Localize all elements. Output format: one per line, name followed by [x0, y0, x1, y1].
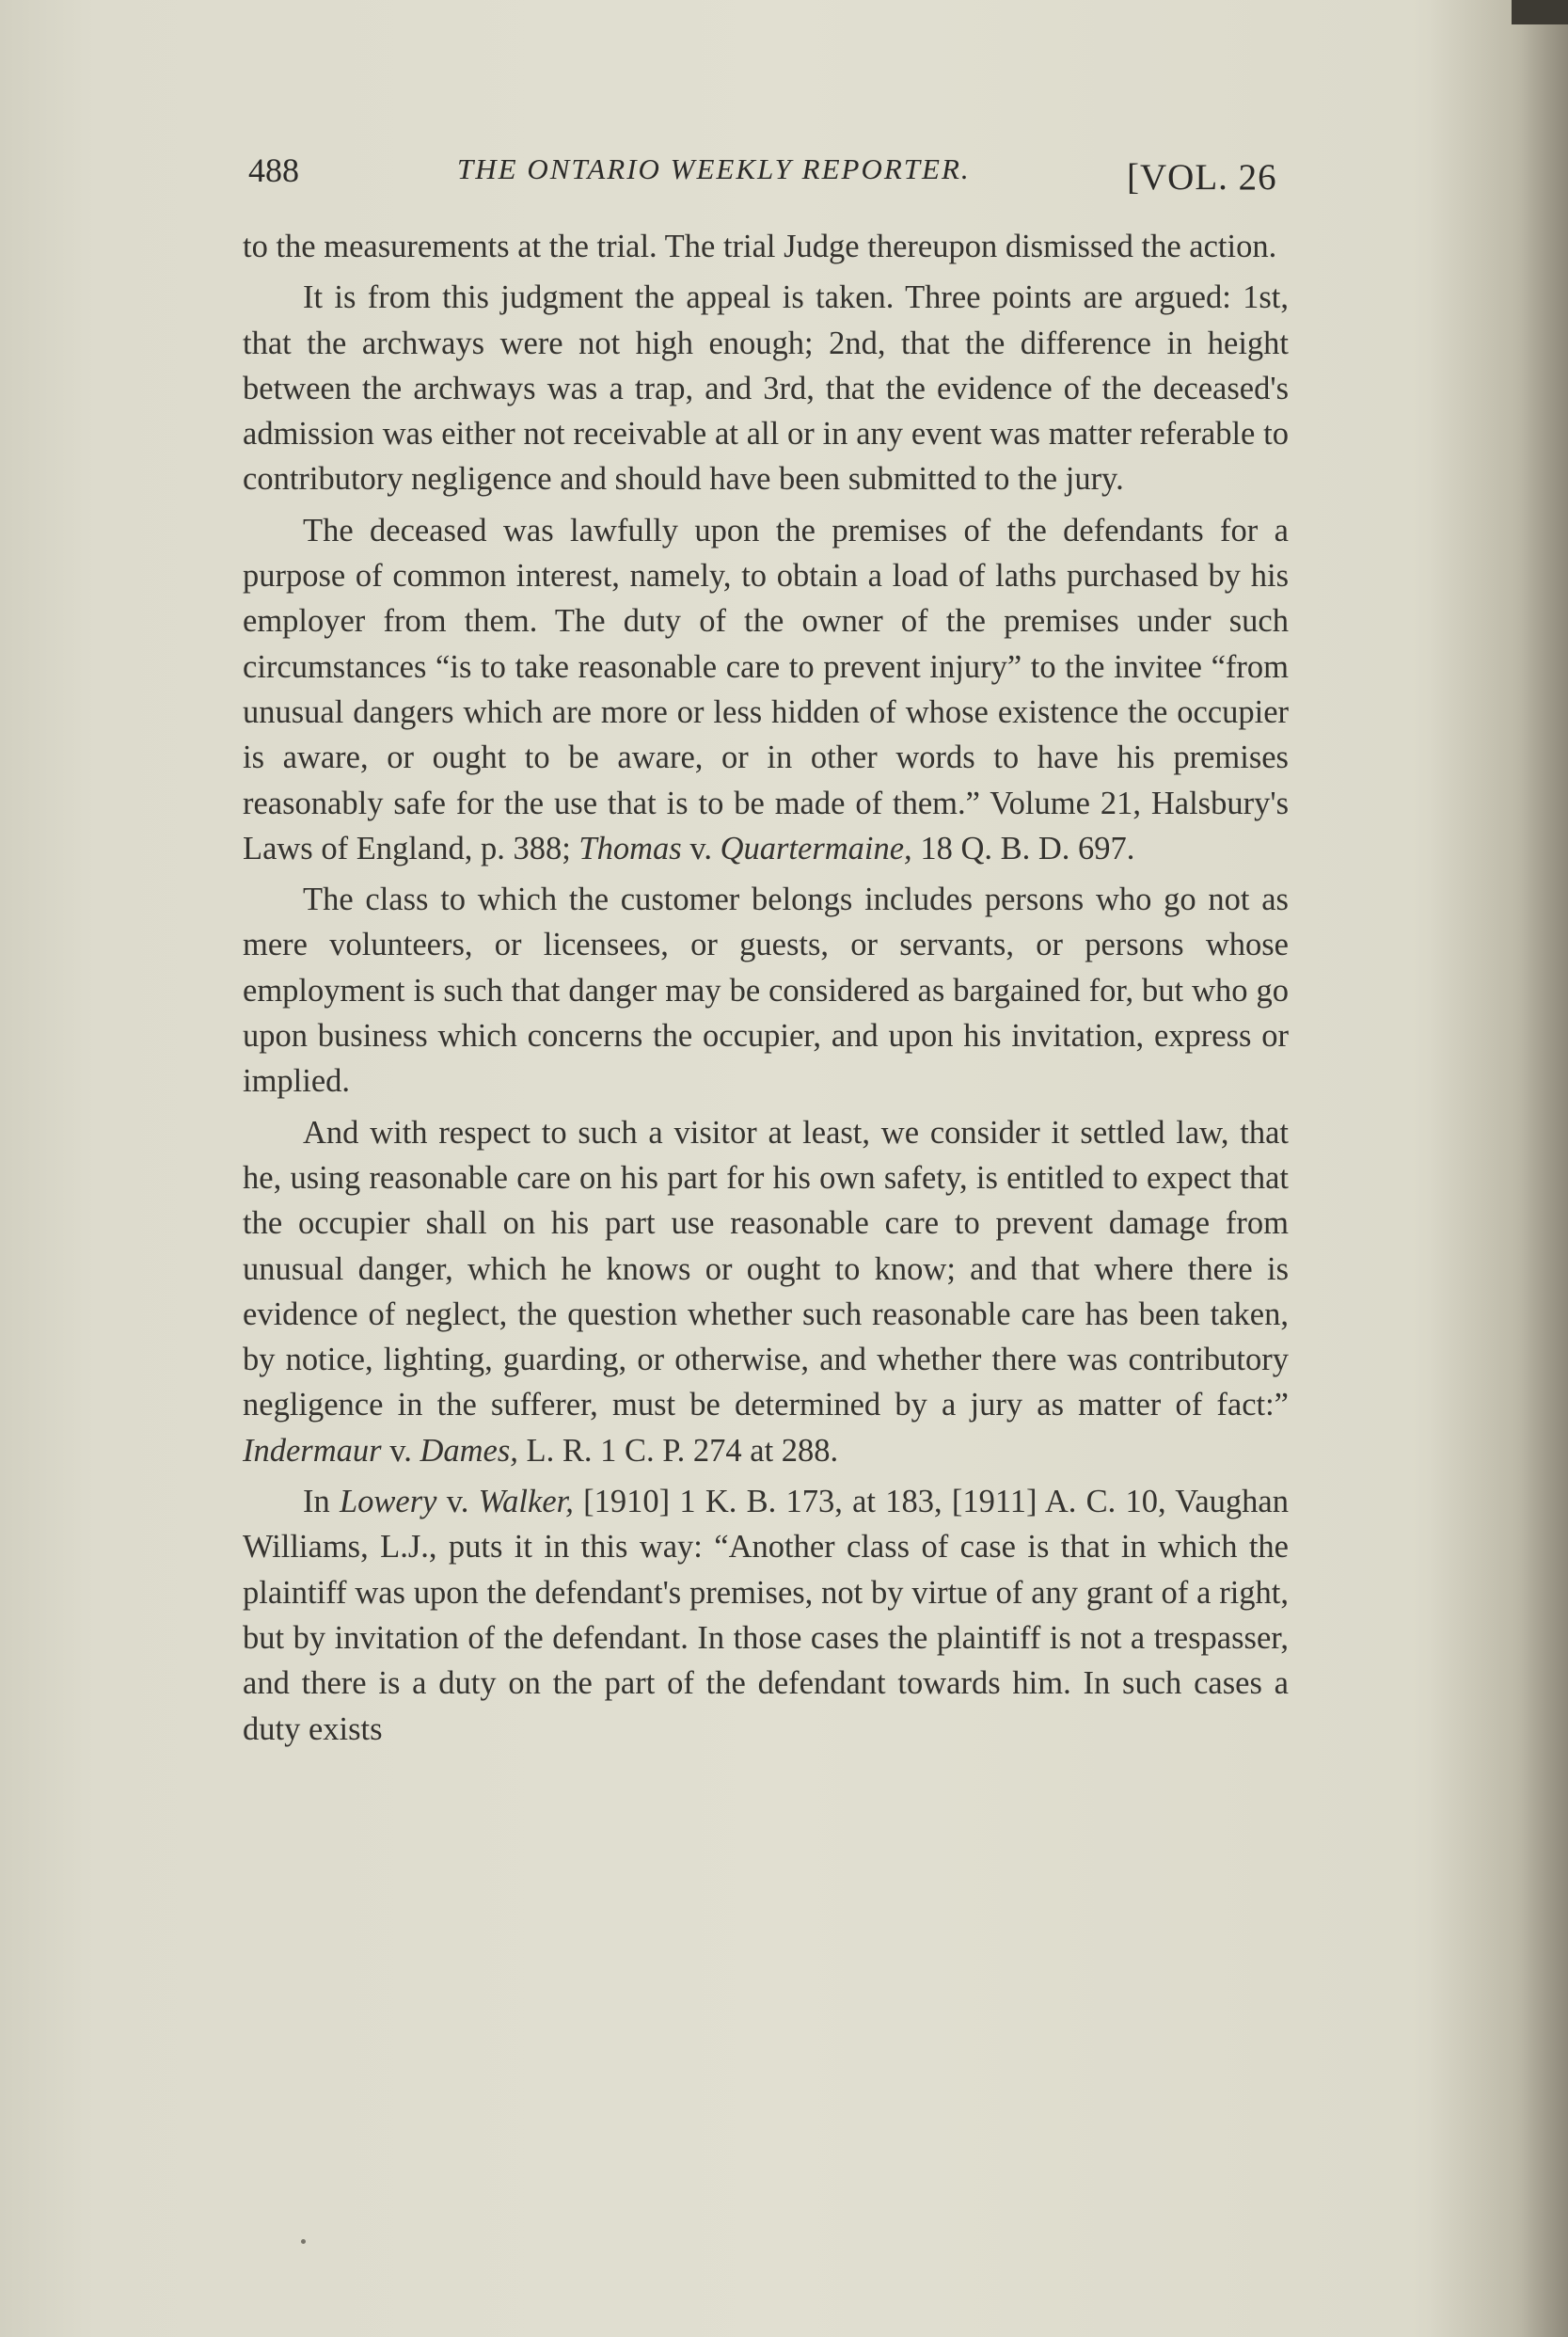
case-name: Dames,	[420, 1432, 518, 1469]
running-head: THE ONTARIO WEEKLY REPORTER.	[457, 152, 971, 185]
page-number: 488	[248, 151, 299, 189]
case-versus: v.	[381, 1432, 420, 1469]
paragraph-continuation: to the measurements at the trial. The trial Judge thereupon dismissed the action.	[243, 229, 1277, 264]
case-name: Walker,	[478, 1484, 574, 1520]
paragraph-text: In	[303, 1484, 340, 1520]
paragraph-customer-class: The class to which the customer belongs includes persons who go not as mere volunteers, or licensees, or guests, or servants, or persons whose employment is such that danger may be considered as bargained for, but who go upon business which concerns the occupier, and upon his invitation, express or implied.	[243, 882, 1289, 1100]
citation-text: L. R. 1 C. P. 274 at 288.	[517, 1432, 839, 1469]
case-name: Lowery	[339, 1484, 437, 1520]
paragraph-appeal-points: It is from this judgment the appeal is taken. Three points are argued: 1st, that the archways were not high enough; 2nd, that the difference in height between the archways was a trap, and 3rd, that the evidence of the deceased's admission was either not receivable at all or in any event was matter referable to contributory negligence and should have been submitted to the jury.	[243, 279, 1289, 498]
paragraph-text: The deceased was lawfully upon the premises of the defendants for a purpose of common interest, namely, to obtain a load of laths purchased by his employer from them. The duty of the owner of the premises under such circumstances “is to take reasonable care to prevent injury” to the invitee “from unusual dangers which are more or less hidden of whose existence the occupier is aware, or ought to be aware, or in other words to have his premises reasonably safe for the use that is to be made of them.” Volume 21, Halsbury's Laws of England, p. 388;	[243, 512, 1289, 866]
page-header	[243, 143, 1289, 199]
paragraph-visitor-law	[243, 1110, 1289, 1473]
paragraph-duty-of-owner	[243, 508, 1289, 871]
case-name: Thomas	[578, 830, 682, 866]
paragraph-lowery-walker	[243, 1479, 1289, 1752]
paragraph-text: And with respect to such a visitor at least, we consider it settled law, that he, using reasonable care on his part for his own safety, is entitled to expect that the occupier shall on his part use reasonable care to prevent damage from unusual danger, which he knows or ought to know; and that where there is evidence of neglect, the question whether such reasonable care has been taken, by notice, lighting, guarding, or otherwise, and whether there was contributory negligence in the sufferer, must be determined by a jury as matter of fact:”	[243, 1114, 1289, 1423]
body-text	[243, 224, 1289, 1752]
volume-label: [VOL. 26	[1127, 157, 1277, 198]
case-name: Indermaur	[243, 1432, 382, 1469]
paper-speck	[301, 2239, 306, 2244]
citation-text: [1910] 1 K. B. 173, at 183, [1911] A. C. 10, Vaughan Williams, L.J., puts it in this way: “Another class of case is that in which the plaintiff was upon the defendant's premises, not by virtue of any grant of a right, but by invitation of the defendant. In those cases the plaintiff is not a trespasser, and there is a duty on the part of the defendant towards him. In such cases a duty exists	[243, 1484, 1289, 1747]
case-versus: v.	[681, 830, 721, 866]
case-versus: v.	[436, 1484, 479, 1520]
citation-text: 18 Q. B. D. 697.	[911, 830, 1135, 866]
case-name: Quartermaine,	[720, 830, 912, 866]
page-edge-shadow	[1512, 0, 1568, 24]
